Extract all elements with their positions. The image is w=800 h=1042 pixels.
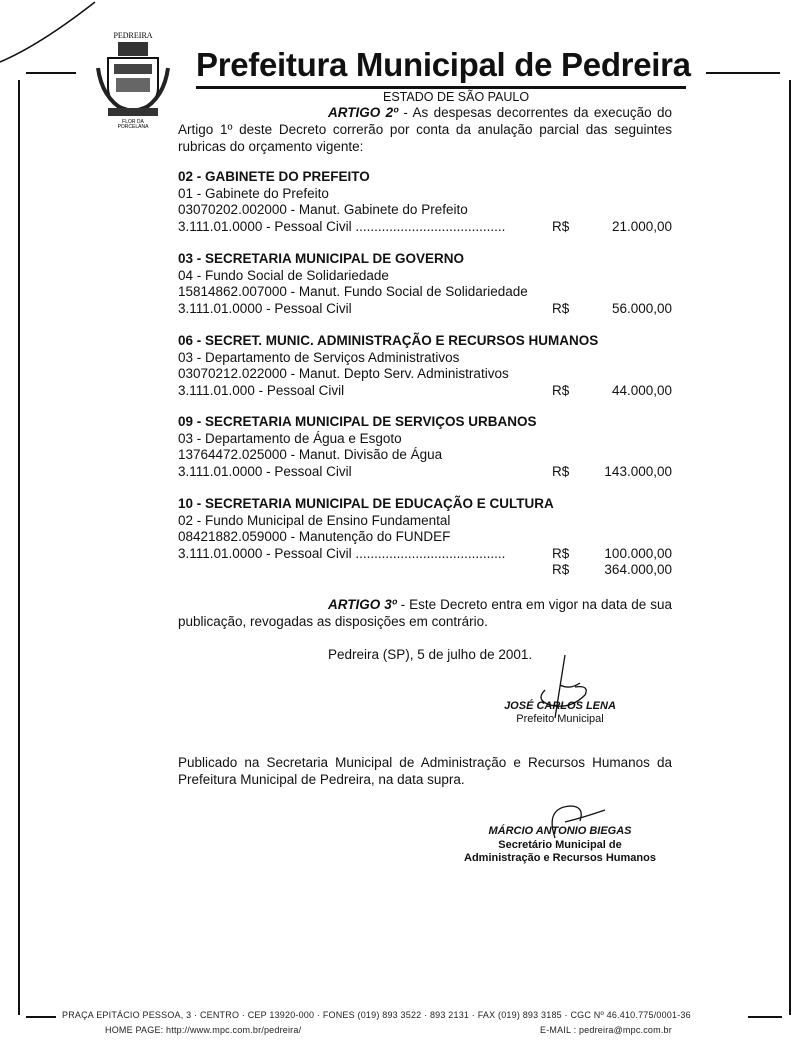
amount: 143.000,00 [604,463,672,479]
signer-1-title: Prefeito Municipal [516,713,604,725]
section-item: 3.111.01.0000 - Pessoal Civil ........................................ [178,218,506,234]
section-heading: 09 - SECRETARIA MUNICIPAL DE SERVIÇOS URBANOS [178,414,537,429]
amount: 44.000,00 [611,382,672,398]
currency: R$ [552,218,570,234]
frame-bottom-left [26,1016,56,1018]
budget-section [178,169,672,235]
page-title: Prefeitura Municipal de Pedreira [196,46,691,83]
frame-right [789,80,791,1015]
amount: 56.000,00 [611,300,672,316]
signer-2 [440,825,680,866]
budget-section [178,414,672,480]
total-row [178,562,672,579]
section-program: 13764472.025000 - Manut. Divisão de Água [178,447,443,462]
section-unit: 04 - Fundo Social de Solidariedade [178,267,389,283]
section-unit: 01 - Gabinete do Prefeito [178,185,329,201]
total-amount: 364.000,00 [604,562,672,577]
artigo-3-text: - Este Decreto entra em vigor na data de sua publicação, revogadas as disposições em contrário. [178,597,672,629]
section-item: 3.111.01.0000 - Pessoal Civil ........................................ [178,545,506,561]
corner-stroke [0,0,100,70]
currency: R$ [552,300,570,316]
artigo-2-label: ARTIGO 2º [328,105,399,120]
section-item: 3.111.01.0000 - Pessoal Civil [178,463,352,479]
currency: R$ [552,545,570,561]
section-program: 03070212.022000 - Manut. Depto Serv. Administrativos [178,366,509,381]
section-unit: 03 - Departamento de Serviços Administrativos [178,349,460,365]
svg-text:FLOR DA: FLOR DA [122,119,144,125]
title-underline [196,86,686,89]
artigo-2-text: - As despesas decorrentes da execução do Artigo 1º deste Decreto correrão por conta da anulação parcial das seguintes rubricas do orçamento vigente: [178,105,672,154]
footer-homepage: HOME PAGE: http://www.mpc.com.br/pedreira/ [105,1025,302,1035]
signer-2-title: Secretário Municipal de [498,838,622,851]
section-heading: 06 - SECRET. MUNIC. ADMINISTRAÇÃO E RECURSOS HUMANOS [178,333,599,348]
section-heading: 03 - SECRETARIA MUNICIPAL DE GOVERNO [178,251,465,266]
date-line: Pedreira (SP), 5 de julho de 2001. [328,647,533,662]
frame-top-left [26,72,76,74]
section-heading: 02 - GABINETE DO PREFEITO [178,169,370,184]
footer-email: E-MAIL : pedreira@mpc.com.br [540,1025,672,1035]
amount: 21.000,00 [611,218,672,234]
budget-section [178,333,672,399]
frame-bottom-right [748,1016,782,1018]
amount: 100.000,00 [604,545,672,561]
svg-text:PORCELANA: PORCELANA [117,124,149,128]
section-item: 3.111.01.000 - Pessoal Civil [178,382,345,398]
svg-text:PEDREIRA: PEDREIRA [113,31,153,40]
publication-note: Publicado na Secretaria Municipal de Administração e Recursos Humanos da Prefeitura Municipal de Pedreira, na data supra. [178,755,672,787]
section-program: 03070202.002000 - Manut. Gabinete do Prefeito [178,202,468,217]
section-unit: 03 - Departamento de Água e Esgoto [178,430,402,446]
signer-2-department: Administração e Recursos Humanos [464,852,656,864]
budget-section [178,496,672,579]
footer-address: PRAÇA EPITÁCIO PESSOA, 3 · CENTRO · CEP 13920-000 · FONES (019) 893 3522 · 893 2131 · FAX (019) 893 3185 · CGC Nº 46.410.775/0001-36 [62,1010,691,1020]
section-program: 08421882.059000 - Manutenção do FUNDEF [178,529,451,544]
frame-top-right [706,72,780,74]
signer-1 [480,700,640,726]
section-item: 3.111.01.0000 - Pessoal Civil [178,300,352,316]
artigo-3-label: ARTIGO 3º [328,597,397,612]
currency: R$ [552,463,570,479]
section-heading: 10 - SECRETARIA MUNICIPAL DE EDUCAÇÃO E CULTURA [178,496,554,511]
budget-section [178,251,672,317]
currency: R$ [552,562,570,577]
section-program: 15814862.007000 - Manut. Fundo Social de Solidariedade [178,284,528,299]
section-unit: 02 - Fundo Municipal de Ensino Fundamental [178,512,451,528]
municipal-crest-logo [94,28,172,128]
currency: R$ [552,382,570,398]
artigo-2 [178,104,672,155]
signer-1-name: JOSÉ CARLOS LENA [504,700,616,712]
state-name: ESTADO DE SÃO PAULO [383,90,530,104]
signer-2-name: MÁRCIO ANTONIO BIEGAS [488,825,632,837]
frame-left [18,80,20,1015]
artigo-3 [178,596,672,630]
